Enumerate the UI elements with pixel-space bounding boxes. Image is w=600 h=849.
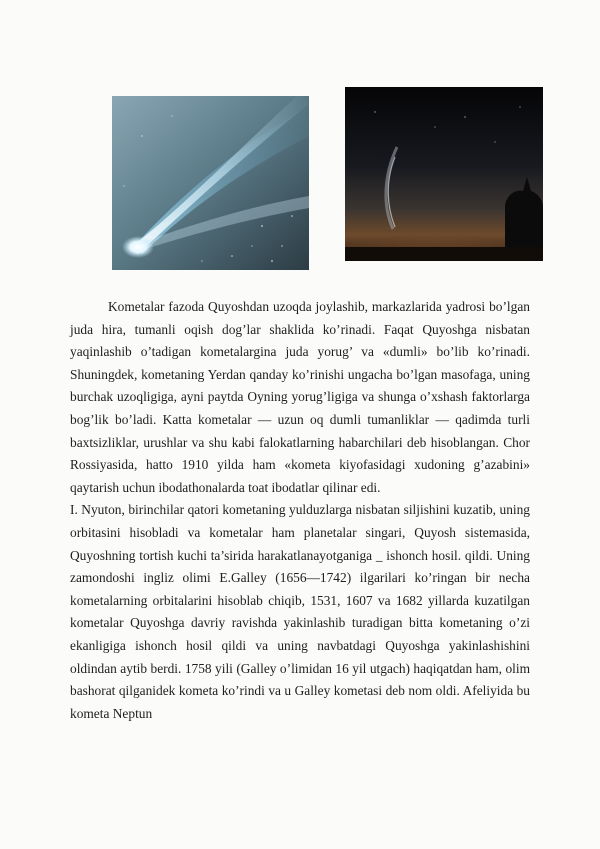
- paragraph-comet-appearance: Kometalar fazoda Quyoshdan uzoqda joylashib, markazlarida yadrosi bo’lgan juda hira, tumanli oqish dog’lar shaklida ko’rinadi. Faqat Quyoshga nisbatan yaqinlashib o’tadigan kometalargina juda yorug’ va «dumli» bo’lib ko’rinadi. Shuningdek, kometaning Yerdan qanday ko’rinishi ungacha bo’lgan masofaga, uning burchak uzoqligiga, ayni paytda Oyning yorug’ligiga va shunga o’xshash faktorlarga bog’lik bo’ladi. Katta kometalar — uzun oq dumli tumanliklar — qadimda turli baxtsizliklar, urushlar va shu kabi falokatlarning habarchilari deb hisoblangan. Chor Rossiyasida, hatto 1910 yilda ham «kometa kiyofasidagi xudoning g’azabini» qaytarish uchun ibodathonalarda toat ibodatlar qilinar edi.: [70, 299, 530, 495]
- paragraph-newton-halley: I. Nyuton, birinchilar qatori kometaning yulduzlarga nisbatan siljishini kuzatib, uning orbitasini hisobladi va kometalar ham planetalar singari, Quyosh sistemasida, Quyoshning tortish kuchi ta’sirida harakatlanayotganiga _ ishonch hosil. qildi. Uning zamondoshi ingliz olimi E.Galley (1656—1742) ilgarilari ko’ringan bir necha kometalarning orbitalarini hisoblab chiqib, 1531, 1607 va 1682 yillarda kuzatilgan kometalar Quyoshga davriy ravishda yakinlashib turadigan bitta kometaning o’zi ekanligiga ishonch hosil qildi va uning navbatdagi Quyoshga yakinlashishini oldindan aytib berdi. 1758 yili (Galley o’limidan 16 yil utgach) haqiqatdan ham, olim bashorat qilganidek kometa ko’rindi va u Galley kometasi deb nom oldi. Afeliyida bu kometa Neptun: [70, 502, 530, 721]
- comet-photo: [112, 96, 309, 270]
- night-sky-comet-photo: [345, 87, 543, 261]
- document-text: [70, 296, 530, 725]
